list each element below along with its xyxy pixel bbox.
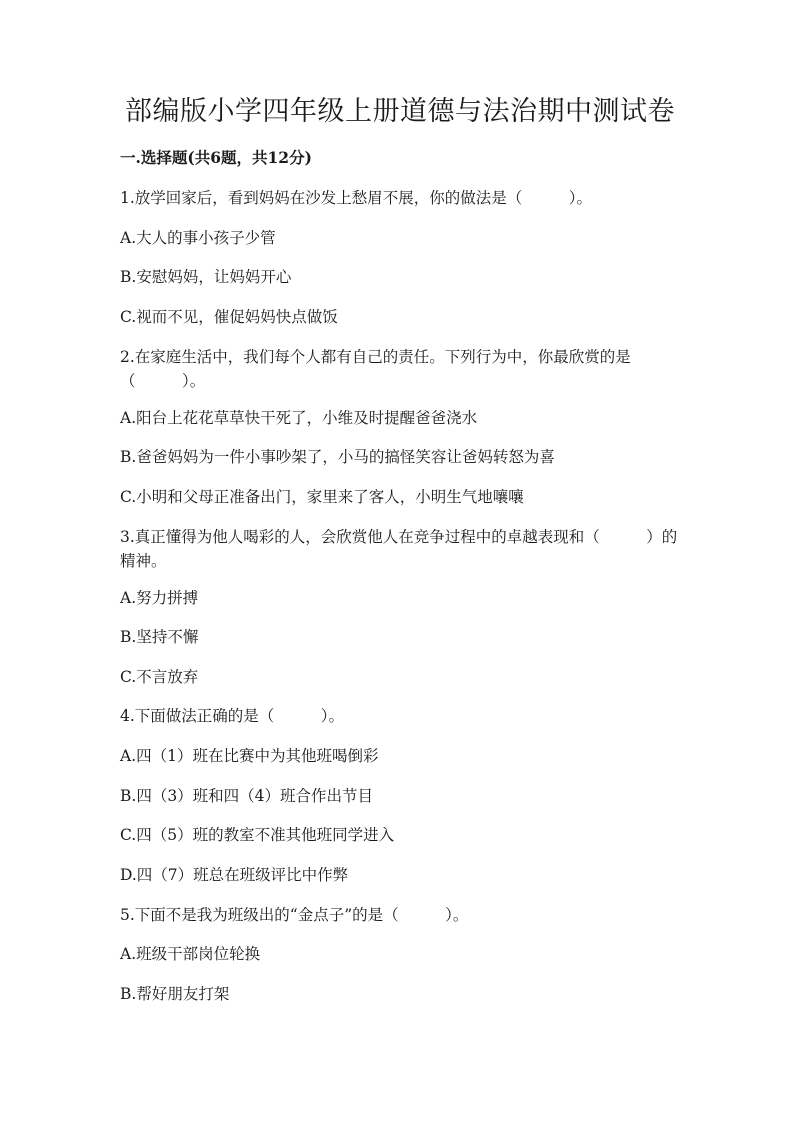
question-2-option-a: A.阳台上花花草草快干死了，小维及时提醒爸爸浇水 (120, 409, 478, 427)
question-3-option-c: C.不言放弃 (120, 668, 199, 686)
question-4-stem: 4.下面做法正确的是（ ）。 (120, 707, 345, 725)
section-heading: 一.选择题(共6题，共12分) (120, 148, 312, 167)
question-5-option-a: A.班级干部岗位轮换 (120, 945, 261, 963)
question-2-option-c: C.小明和父母正准备出门，家里来了客人，小明生气地嚷嚷 (120, 488, 524, 506)
question-3-option-a: A.努力拼搏 (120, 589, 199, 607)
question-4-option-b: B.四（3）班和四（4）班合作出节目 (120, 787, 374, 805)
question-3-option-b: B.坚持不懈 (120, 628, 199, 646)
question-4-option-c: C.四（5）班的教室不准其他班同学进入 (120, 826, 395, 844)
question-3-stem: 3.真正懂得为他人喝彩的人，会欣赏他人在竞争过程中的卓越表现和（ ）的精神。 (120, 528, 678, 570)
question-1-option-c: C.视而不见，催促妈妈快点做饭 (120, 308, 338, 326)
question-1-option-b: B.安慰妈妈，让妈妈开心 (120, 268, 292, 286)
question-4-option-a: A.四（1）班在比赛中为其他班喝倒彩 (120, 747, 379, 765)
question-5-option-b: B.帮好朋友打架 (120, 985, 230, 1003)
question-2-stem: 2.在家庭生活中，我们每个人都有自己的责任。下列行为中，你最欣赏的是（ ）。 (120, 348, 631, 390)
question-4-option-d: D.四（7）班总在班级评比中作弊 (120, 866, 349, 884)
exam-title: 部编版小学四年级上册道德与法治期中测试卷 (125, 96, 675, 127)
question-5-stem: 5.下面不是我为班级出的“金点子”的是（ ）。 (120, 906, 469, 924)
question-1-option-a: A.大人的事小孩子少管 (120, 229, 276, 247)
question-1-stem: 1.放学回家后，看到妈妈在沙发上愁眉不展，你的做法是（ ）。 (120, 189, 593, 207)
question-2-option-b: B.爸爸妈妈为一件小事吵架了，小马的搞怪笑容让爸妈转怒为喜 (120, 448, 555, 466)
